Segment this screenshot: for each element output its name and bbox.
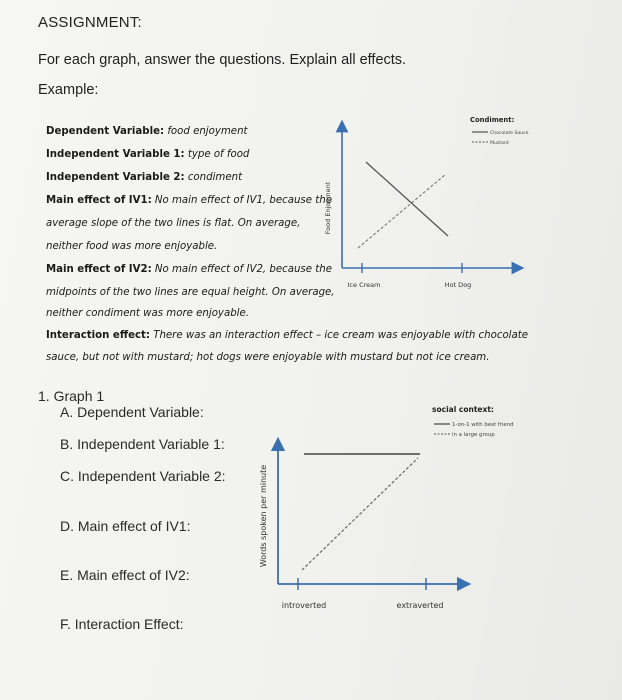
- assignment-title: ASSIGNMENT:: [38, 14, 142, 31]
- example-x-label-ice-cream: Ice Cream: [347, 281, 381, 289]
- interaction-label: Interaction effect:: [46, 330, 150, 341]
- main2-label: Main effect of IV2:: [46, 264, 152, 275]
- example-x-label-hot-dog: Hot Dog: [444, 281, 472, 289]
- example-iv2: [46, 172, 242, 183]
- graph1-x-label-introverted: introverted: [281, 601, 327, 610]
- main1-text-c: neither food was more enjoyable.: [46, 241, 218, 252]
- dv-value: food enjoyment: [167, 126, 248, 137]
- iv1-label: Independent Variable 1:: [46, 149, 185, 160]
- example-main2-line3: [46, 308, 249, 319]
- iv2-value: condiment: [187, 172, 243, 183]
- graph1-chart: [254, 404, 550, 618]
- question-1b: B. Independent Variable 1:: [60, 436, 225, 452]
- example-line-mustard: [358, 174, 446, 248]
- graph1-legend-dashed-label: in a large group: [452, 432, 495, 438]
- example-main1-line1: [46, 195, 332, 206]
- instruction-text: For each graph, answer the questions. Explain all effects.: [38, 52, 407, 68]
- example-label: Example:: [38, 82, 99, 98]
- main1-text-b: average slope of the two lines is flat. On average,: [46, 218, 301, 229]
- example-main2-line1: [46, 264, 332, 275]
- iv2-label: Independent Variable 2:: [46, 172, 185, 183]
- graph1-x-label-extraverted: extraverted: [396, 601, 444, 610]
- question-1e: E. Main effect of IV2:: [60, 567, 190, 583]
- question-1a: A. Dependent Variable:: [60, 404, 204, 420]
- main2-text-c: neither condiment was more enjoyable.: [46, 308, 250, 319]
- example-interaction-line2: [46, 352, 489, 363]
- interaction-text-a: There was an interaction effect – ice cream was enjoyable with chocolate: [153, 330, 529, 341]
- graph1-y-label: Words spoken per minute: [259, 464, 268, 568]
- example-line-chocolate-sauce: [366, 162, 448, 236]
- dv-label: Dependent Variable:: [46, 126, 165, 137]
- graph1-legend-title: social context:: [432, 405, 494, 414]
- question-1-heading: 1. Graph 1: [38, 388, 105, 404]
- example-main2-line2: [46, 287, 335, 298]
- iv1-value: type of food: [187, 149, 250, 160]
- main1-label: Main effect of IV1:: [46, 195, 152, 206]
- example-interaction-line1: [46, 330, 528, 341]
- main2-text-a: No main effect of IV2, because the: [154, 264, 332, 275]
- example-iv1: [46, 149, 249, 160]
- question-1d: D. Main effect of IV1:: [60, 518, 191, 534]
- example-main1-line3: [46, 241, 217, 252]
- main1-text-a: No main effect of IV1, because the: [154, 195, 332, 206]
- example-chart: [312, 112, 548, 292]
- question-1c: C. Independent Variable 2:: [60, 468, 226, 484]
- example-legend-dashed-label: Mustard: [490, 141, 509, 146]
- example-dv: [46, 126, 248, 137]
- graph1-line-large-group: [302, 458, 418, 570]
- example-legend-title: Condiment:: [470, 116, 515, 124]
- example-y-label: Food Enjoyment: [324, 181, 332, 235]
- graph1-legend-solid-label: 1-on-1 with best friend: [452, 422, 514, 428]
- question-1f: F. Interaction Effect:: [60, 616, 184, 632]
- main2-text-b: midpoints of the two lines are equal height. On average,: [46, 287, 335, 298]
- interaction-text-b: sauce, but not with mustard; hot dogs were enjoyable with mustard but not ice cream.: [46, 352, 490, 363]
- example-legend-solid-label: Chocolate Sauce: [490, 131, 529, 136]
- example-main1-line2: [46, 218, 300, 229]
